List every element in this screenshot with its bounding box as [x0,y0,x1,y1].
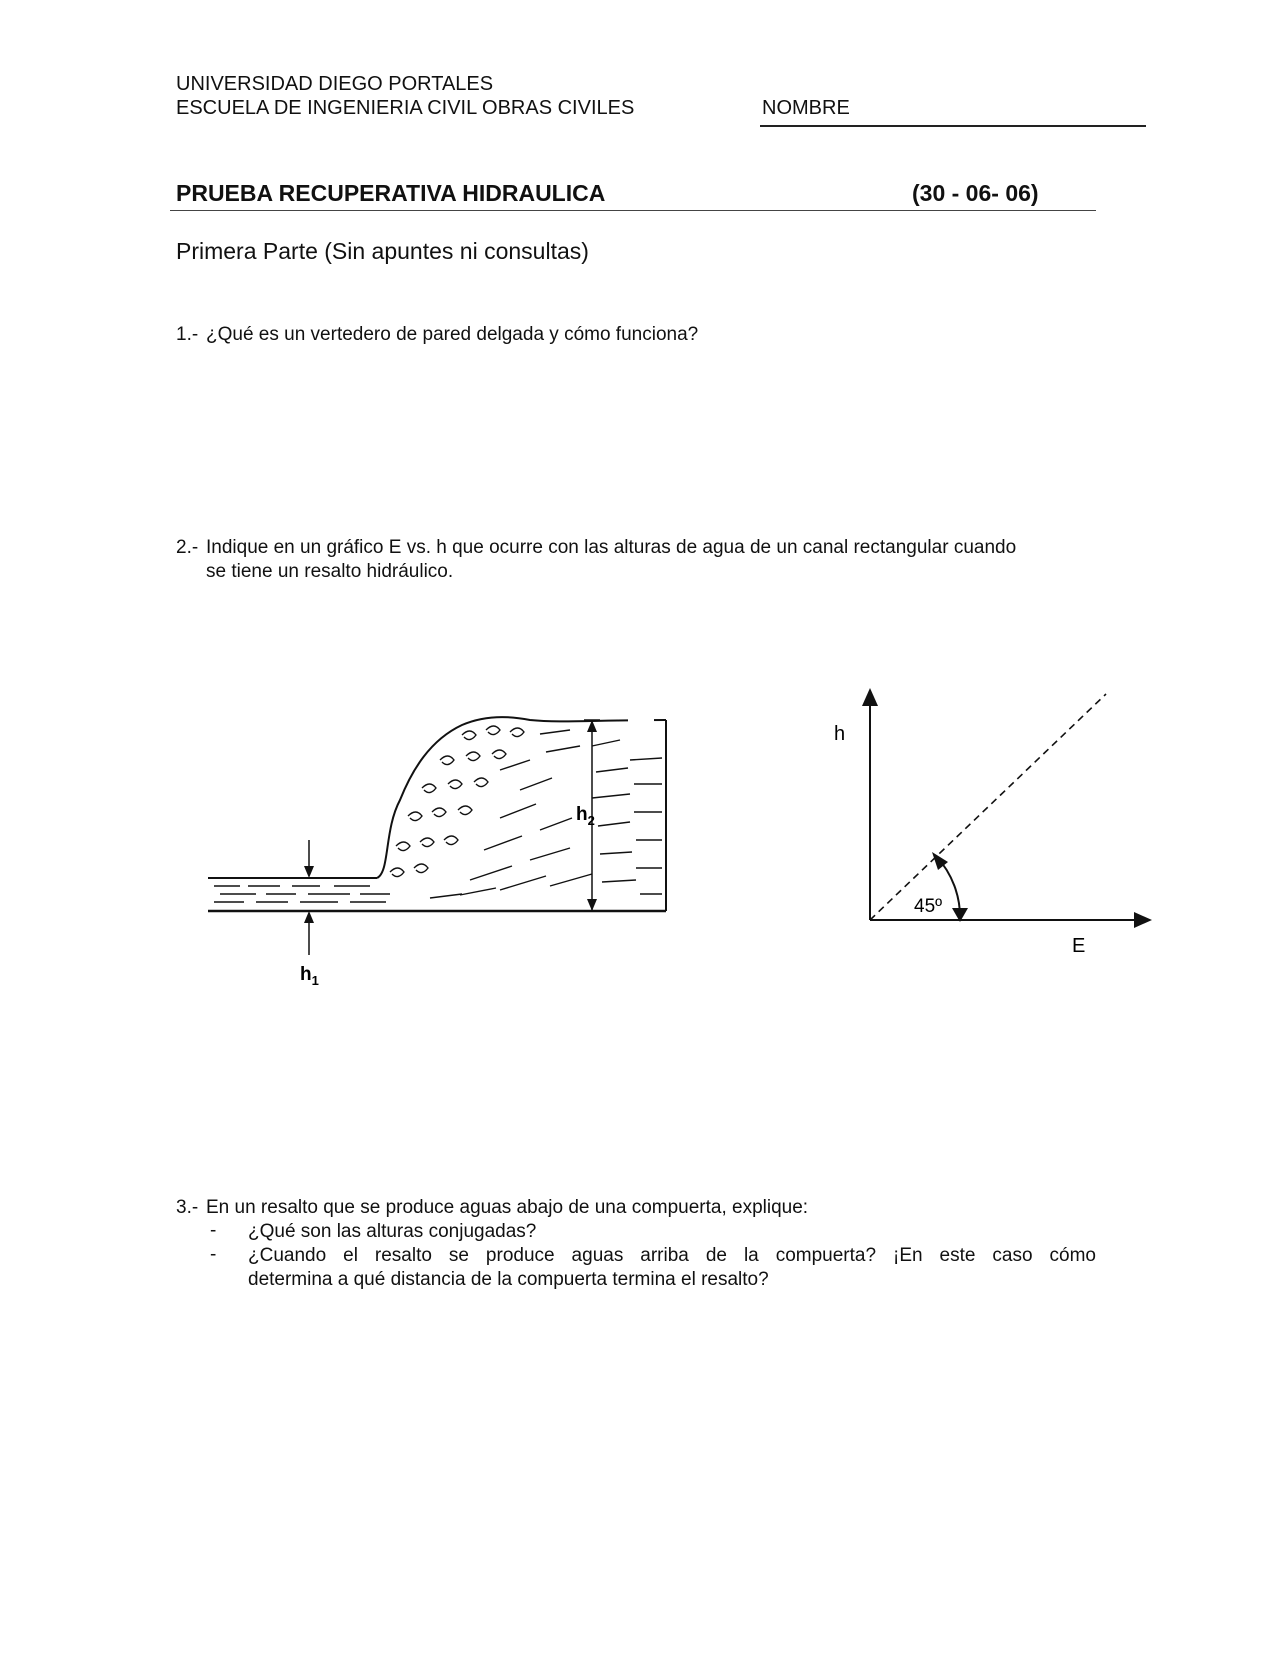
exam-part: Primera Parte (Sin apuntes ni consultas) [176,238,589,264]
question-3-bullet-1: ¿Qué son las alturas conjugadas? [248,1221,537,1242]
bullet-dash: - [210,1244,217,1265]
exam-title: PRUEBA RECUPERATIVA HIDRAULICA [176,180,606,206]
question-2-line1: Indique en un gráfico E vs. h que ocurre con las alturas de agua de un canal rectangular cuando [206,537,1017,558]
diagonal-45 [870,694,1106,920]
question-3-text: En un resalto que se produce aguas abajo de una compuerta, explique: [206,1197,809,1218]
bullet-dash: - [210,1220,217,1241]
question-3-number: 3.- [176,1197,199,1218]
question-3-bullet-2-line2: determina a qué distancia de la compuerta termina el resalto? [248,1269,769,1290]
name-underline [760,125,1146,127]
hydraulic-jump-figure [200,690,720,1000]
question-1-number: 1.- [176,324,199,345]
e-axis-label: E [1072,935,1086,957]
h2-label: $h_2$ [576,804,595,828]
name-label: NOMBRE [762,97,850,119]
question-1-text: ¿Qué es un vertedero de pared delgada y cómo funciona? [206,324,699,345]
exam-date: (30 - 06- 06) [912,180,1039,206]
h-axis-label: h [834,723,846,745]
angle-label: 45º [914,896,943,917]
university-name: UNIVERSIDAD DIEGO PORTALES [176,73,494,95]
school-name: ESCUELA DE INGENIERIA CIVIL OBRAS CIVILES [176,97,635,119]
question-3-bullet-2-line1: ¿Cuando el resalto se produce aguas arriba de la compuerta? ¡En este caso cómo [248,1245,1096,1266]
jump-profile [377,717,666,878]
h1-label: $h_1$ [300,964,319,988]
title-rule [170,210,1096,211]
question-2-number: 2.- [176,537,199,558]
question-2-line2: se tiene un resalto hidráulico. [206,561,454,582]
energy-depth-graph [820,680,1180,970]
